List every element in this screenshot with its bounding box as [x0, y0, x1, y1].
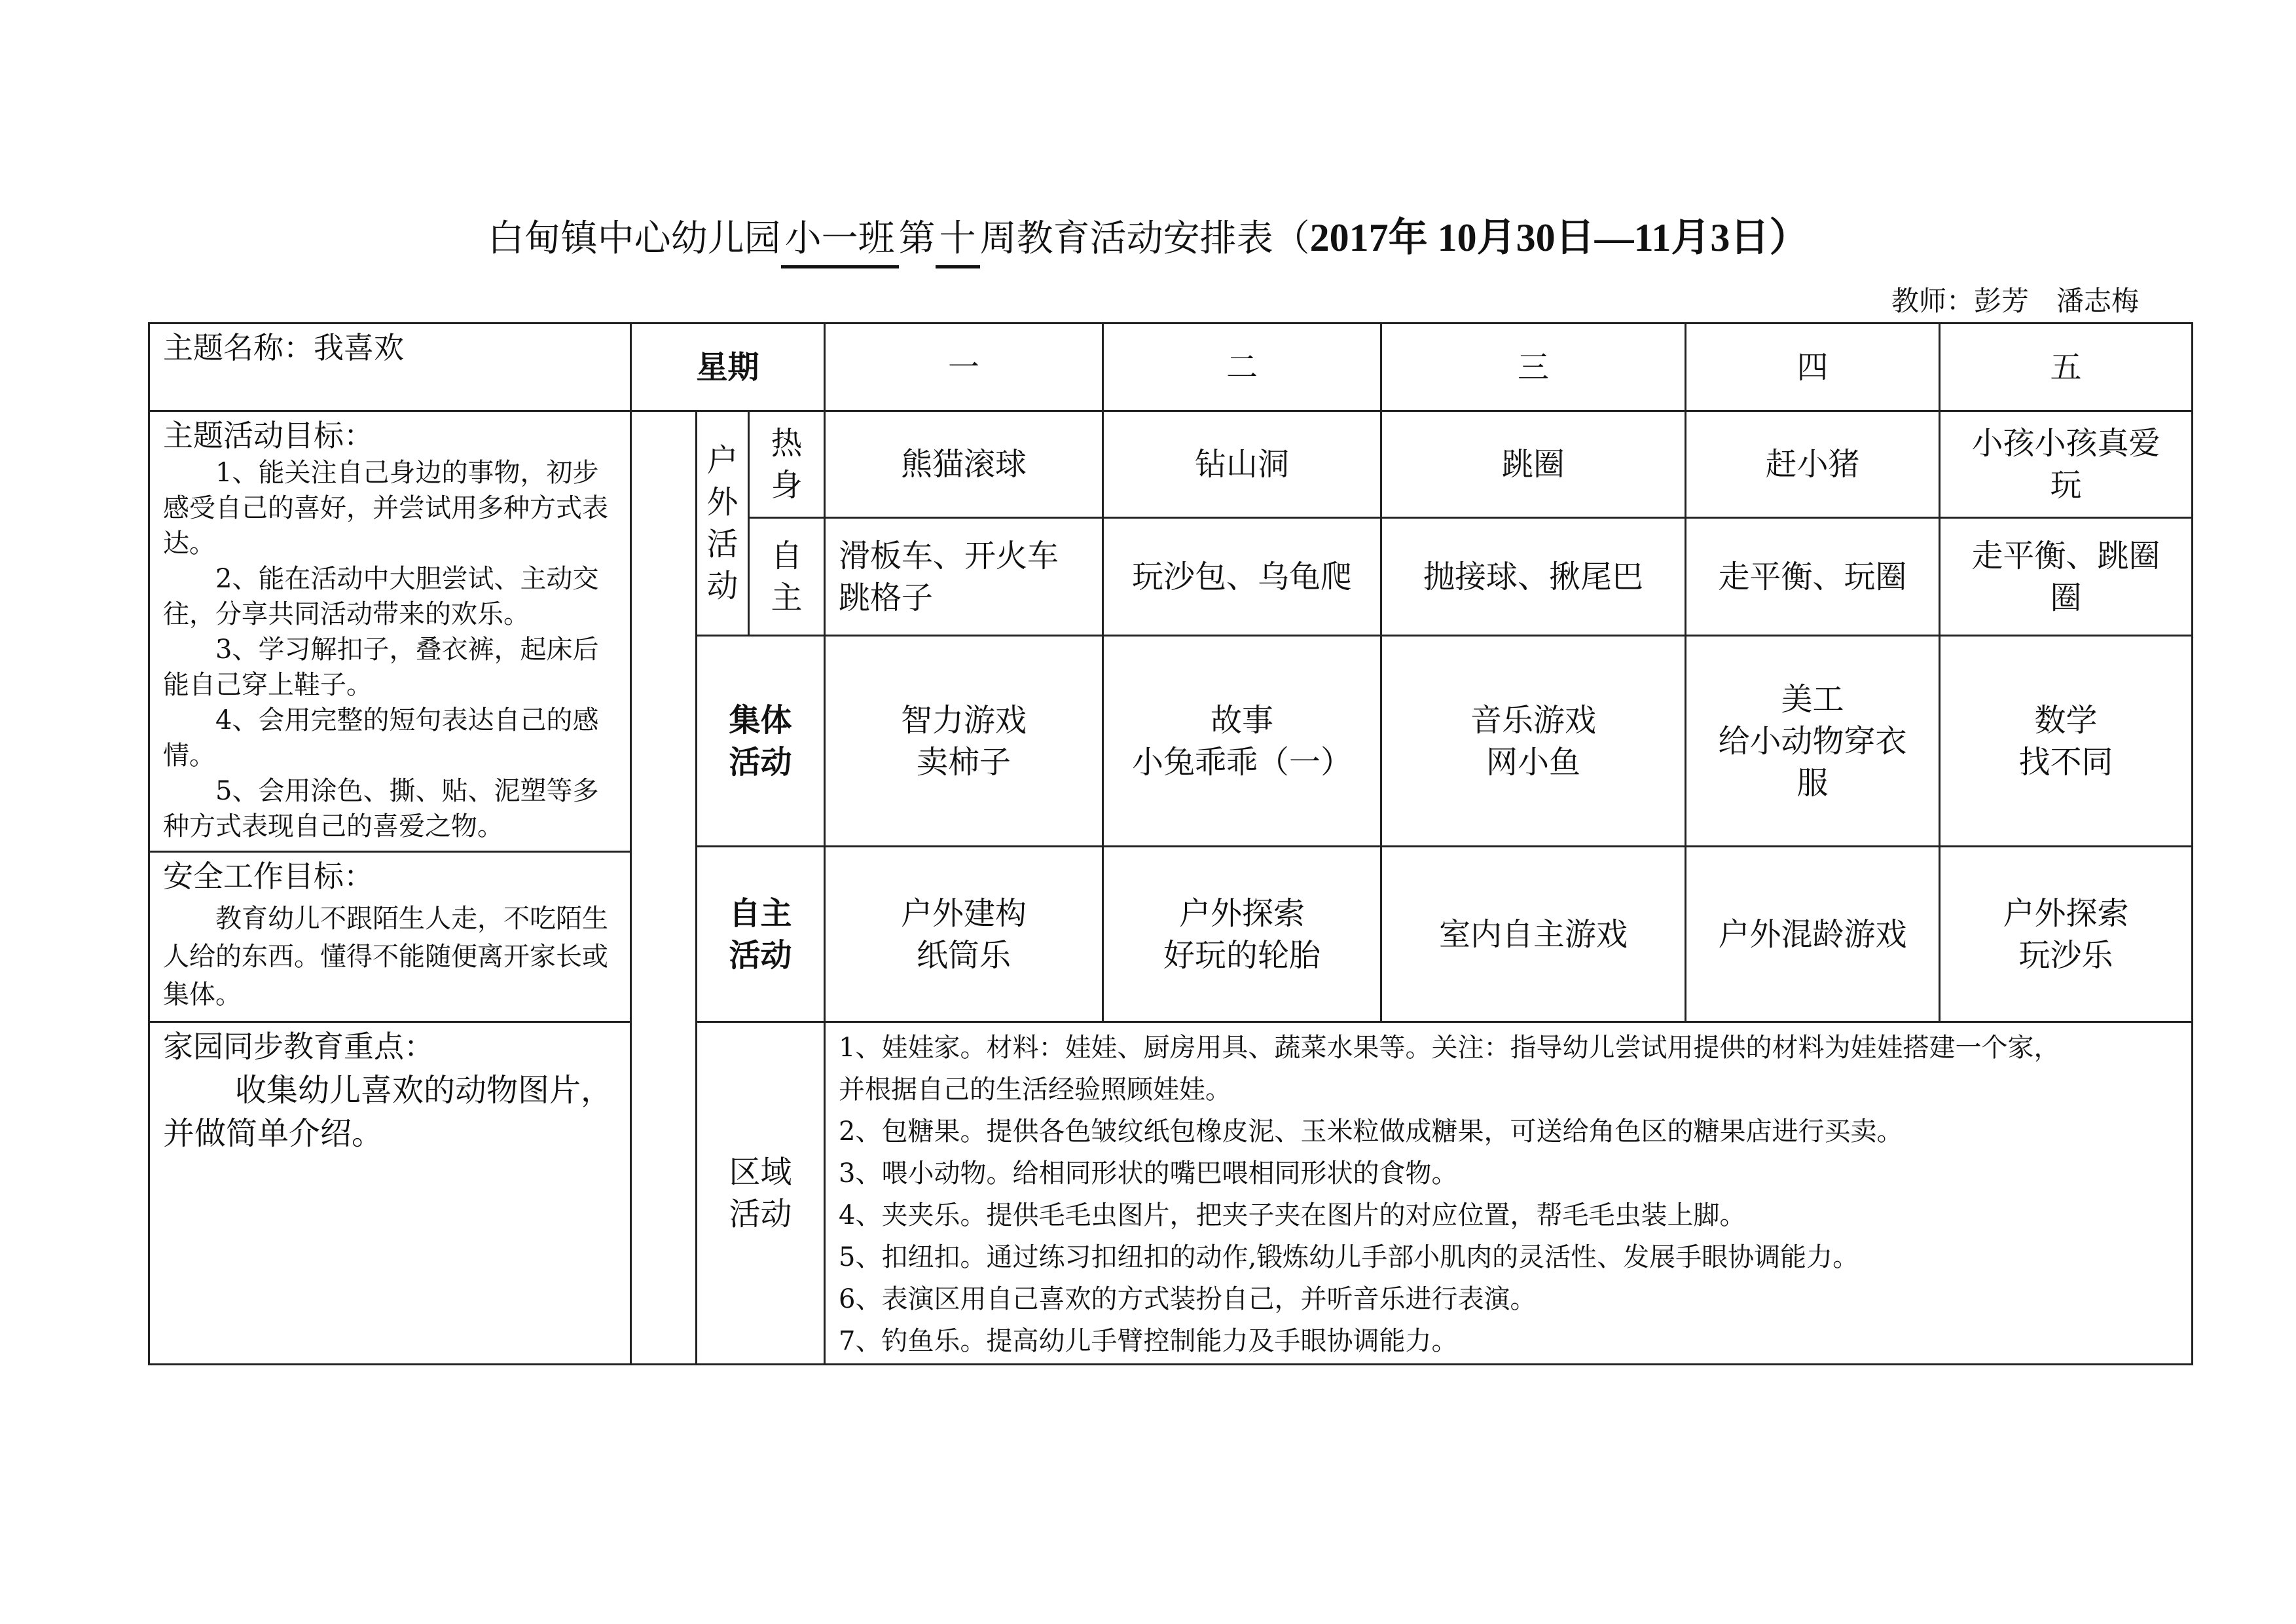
group-wed: 音乐游戏 网小鱼 — [1381, 636, 1686, 847]
self-wed: 室内自主游戏 — [1381, 847, 1686, 1022]
theme-goals: 主题活动目标： 1、能关注自己身边的事物，初步感受自己的喜好，并尝试用多种方式表达。 2、能在活动中大胆尝试、主动交往，分享共同活动带来的欢乐。 3、学习解扣子，叠衣裤，起床后能自己穿上鞋子。 4、会用完整的短句表达自己的感情。 5、会用涂色、撕、贴、泥塑等多种方式表现自己的喜爱之物。 — [149, 411, 631, 852]
day-thu: 四 — [1686, 323, 1940, 411]
list-item: 2、包糖果。提供各色皱纹纸包橡皮泥、玉米粒做成糖果，可送给角色区的糖果店进行买卖。 — [839, 1116, 1903, 1147]
weekday-header: 星期 — [631, 323, 825, 411]
free-label: 自 主 — [749, 518, 825, 636]
day-fri: 五 — [1940, 323, 2193, 411]
area-activity-list — [825, 1022, 2193, 1365]
list-item: 7、钓鱼乐。提高幼儿手臂控制能力及手眼协调能力。 — [839, 1326, 1458, 1356]
theme-name: 主题名称：我喜欢 — [149, 323, 631, 411]
self-fri: 户外探索 玩沙乐 — [1940, 847, 2193, 1022]
outdoor-label: 户 外 活 动 — [697, 411, 749, 636]
list-item: 3、喂小动物。给相同形状的嘴巴喂相同形状的食物。 — [839, 1158, 1458, 1189]
teacher-names: 教师：彭芳 潘志梅 — [1891, 285, 2139, 317]
self-label: 自主 活动 — [697, 847, 825, 1022]
safety-goals: 安全工作目标： 教育幼儿不跟陌生人走，不吃陌生人给的东西。懂得不能随便离开家长或集体。 — [149, 852, 631, 1022]
free-thu: 走平衡、玩圈 — [1686, 518, 1940, 636]
self-mon: 户外建构 纸筒乐 — [825, 847, 1103, 1022]
free-wed: 抛接球、揪尾巴 — [1381, 518, 1686, 636]
list-item: 4、夹夹乐。提供毛毛虫图片，把夹子夹在图片的对应位置，帮毛毛虫装上脚。 — [839, 1200, 1746, 1230]
warmup-thu: 赶小猪 — [1686, 411, 1940, 518]
list-item: 并根据自己的生活经验照顾娃娃。 — [839, 1075, 1232, 1105]
warmup-row — [149, 411, 2193, 518]
day-tue: 二 — [1103, 323, 1381, 411]
free-mon: 滑板车、开火车 跳格子 — [825, 518, 1103, 636]
title-di: 第 — [898, 217, 936, 260]
warmup-mon: 熊猫滚球 — [825, 411, 1103, 518]
self-thu: 户外混龄游戏 — [1686, 847, 1940, 1022]
area-activity-row — [149, 1022, 2193, 1365]
date-range: 2017年 10月30日—11月3日） — [1309, 216, 1809, 259]
area-label: 区域 活动 — [697, 1022, 825, 1365]
home-school-focus: 家园同步教育重点： 收集幼儿喜欢的动物图片，并做简单介绍。 — [149, 1022, 631, 1365]
warmup-fri: 小孩小孩真爱 玩 — [1940, 411, 2193, 518]
page-title — [0, 208, 2296, 268]
list-item: 5、扣纽扣。通过练习扣纽扣的动作,锻炼幼儿手部小肌肉的灵活性、发展手眼协调能力。 — [839, 1242, 1859, 1272]
class-name: 小一班 — [781, 213, 899, 268]
school-name: 白甸镇中心幼儿园 — [487, 217, 781, 260]
group-label: 集体 活动 — [697, 636, 825, 847]
list-item: 6、表演区用自己喜欢的方式装扮自己，并听音乐进行表演。 — [839, 1284, 1537, 1314]
day-wed: 三 — [1381, 323, 1686, 411]
day-mon: 一 — [825, 323, 1103, 411]
group-tue: 故事 小兔乖乖（一） — [1103, 636, 1381, 847]
group-fri: 数学 找不同 — [1940, 636, 2193, 847]
free-fri: 走平衡、跳圈 圈 — [1940, 518, 2193, 636]
warmup-tue: 钻山洞 — [1103, 411, 1381, 518]
warmup-wed: 跳圈 — [1381, 411, 1686, 518]
title-suffix: 周教育活动安排表（ — [979, 217, 1310, 260]
header-row — [149, 323, 2193, 411]
group-mon: 智力游戏 卖柿子 — [825, 636, 1103, 847]
week-number: 十 — [936, 213, 980, 268]
self-tue: 户外探索 好玩的轮胎 — [1103, 847, 1381, 1022]
free-tue: 玩沙包、乌龟爬 — [1103, 518, 1381, 636]
blank-column — [631, 411, 697, 1365]
warmup-label: 热 身 — [749, 411, 825, 518]
group-thu: 美工 给小动物穿衣 服 — [1686, 636, 1940, 847]
schedule-table — [148, 322, 2193, 1365]
list-item: 1、娃娃家。材料：娃娃、厨房用具、蔬菜水果等。关注：指导幼儿尝试用提供的材料为娃娃搭建一个家， — [839, 1033, 2060, 1063]
